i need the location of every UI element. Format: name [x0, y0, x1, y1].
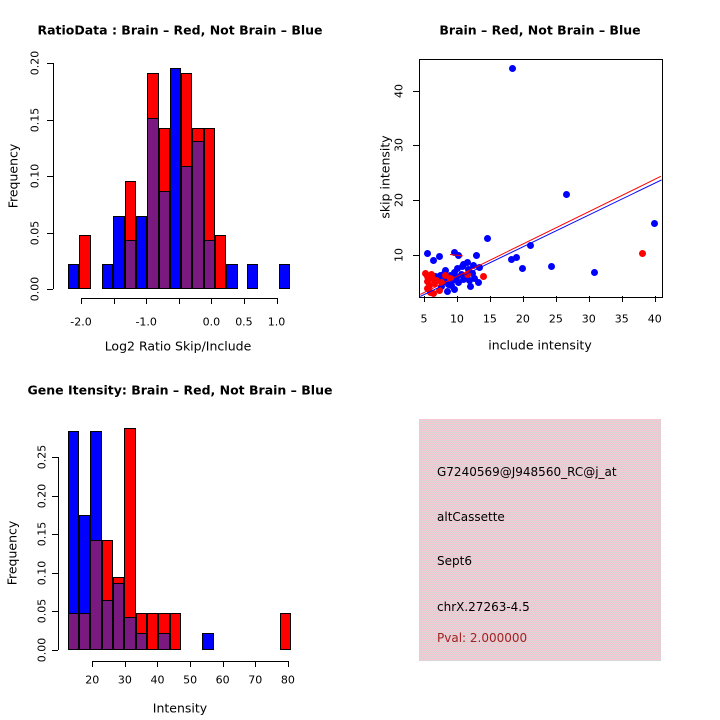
y-axis-tick-label: 0.20	[35, 483, 49, 508]
y-axis-line	[58, 457, 59, 650]
x-axis-tick-label: 25	[548, 312, 563, 326]
scatter-point-not_brain_blue	[484, 235, 491, 242]
scatter-point-not_brain_blue	[508, 256, 515, 263]
x-axis-tick	[255, 661, 256, 667]
x-axis-tick	[424, 296, 425, 302]
hist-bar-overlap	[79, 613, 90, 650]
scatter-x-axis-label: include intensity	[488, 337, 592, 353]
locus-text: chrX.27263-4.5	[437, 600, 530, 614]
y-axis-tick	[413, 91, 419, 92]
hist-bar-overlap	[124, 617, 135, 650]
hist-bar	[215, 235, 226, 289]
x-axis-tick-label: -1.0	[135, 315, 157, 329]
hist-bar	[279, 264, 290, 289]
y-axis-line	[53, 63, 54, 289]
y-axis-tick-label: 0.05	[28, 220, 42, 246]
y-axis-tick	[413, 145, 419, 146]
y-axis-tick	[47, 233, 53, 234]
x-axis-tick-label: 60	[215, 673, 230, 687]
hist-bar	[280, 613, 291, 650]
hist-bar-overlap	[102, 600, 113, 650]
hist-bar	[102, 264, 113, 289]
hist-bar	[170, 613, 181, 650]
splice-type-text: altCassette	[437, 510, 505, 524]
y-axis-tick-label: 20	[392, 193, 406, 208]
hist-bar-overlap	[204, 240, 216, 290]
gene-hist-x-axis-label: Intensity	[152, 700, 208, 716]
y-axis-tick-label: 0.10	[28, 164, 42, 189]
x-axis-tick	[523, 296, 524, 302]
x-axis-tick-label: 15	[482, 312, 497, 326]
hist-bar-overlap	[192, 141, 203, 289]
x-axis-tick-label: 70	[248, 673, 263, 687]
y-axis-tick-label: 40	[392, 83, 406, 98]
x-axis-tick	[157, 661, 158, 667]
gene-hist-title: Gene Itensity: Brain – Red, Not Brain – Blue	[27, 382, 333, 398]
scatter-point-not_brain_blue	[436, 253, 443, 260]
gene-name-text: Sept6	[437, 554, 472, 568]
hist-bar	[113, 216, 125, 289]
y-axis-tick	[47, 176, 53, 177]
ratio-hist-y-axis-label: Frequency	[5, 143, 21, 209]
x-axis-tick-label: 10	[449, 312, 464, 326]
scatter-title: Brain – Red, Not Brain – Blue	[439, 22, 641, 38]
x-axis-tick	[655, 296, 656, 302]
x-axis-tick	[457, 296, 458, 302]
x-axis-tick	[589, 296, 590, 302]
x-axis-tick	[223, 661, 224, 667]
x-axis-tick	[179, 298, 180, 304]
x-axis-tick-label: 30	[581, 312, 596, 326]
x-axis-tick-label: 40	[647, 312, 662, 326]
x-axis-tick	[622, 296, 623, 302]
y-axis-tick	[52, 650, 58, 651]
x-axis-tick-label: 80	[280, 673, 295, 687]
y-axis-tick	[52, 457, 58, 458]
y-axis-tick	[413, 200, 419, 201]
hist-bar	[247, 264, 258, 289]
x-axis-tick-label: 0.5	[235, 315, 253, 329]
y-axis-tick-label: 0.15	[28, 107, 42, 133]
ratio-hist-x-axis-label: Log2 Ratio Skip/Include	[104, 338, 252, 354]
y-axis-tick-label: 0.00	[28, 277, 42, 302]
x-axis-tick-label: -2.0	[70, 315, 92, 329]
x-axis-tick	[211, 298, 212, 304]
y-axis-tick-label: 0.10	[35, 560, 49, 585]
hist-bar-overlap	[181, 166, 192, 289]
x-axis-tick	[190, 661, 191, 667]
y-axis-tick	[47, 120, 53, 121]
x-axis-tick	[81, 298, 82, 304]
x-axis-tick-label: 20	[515, 312, 530, 326]
ratio-hist-title: RatioData : Brain – Red, Not Brain – Blue	[37, 22, 323, 38]
y-axis-tick	[413, 255, 419, 256]
hist-bar-overlap	[90, 540, 101, 650]
x-axis-tick-label: 20	[85, 673, 100, 687]
y-axis-tick	[52, 496, 58, 497]
pval-text: Pval: 2.000000	[437, 631, 528, 645]
y-axis-tick	[47, 289, 53, 290]
scatter-point-brain_red	[480, 273, 487, 280]
hist-bar-overlap	[158, 633, 169, 650]
gene-hist-y-axis-label: Frequency	[4, 520, 20, 586]
hist-bar-overlap	[159, 191, 170, 289]
scatter-point-not_brain_blue	[651, 220, 658, 227]
x-axis-tick	[125, 661, 126, 667]
hist-bar	[170, 68, 182, 290]
x-axis-tick-label: 1.0	[267, 315, 286, 329]
y-axis-tick	[52, 611, 58, 612]
hist-bar-overlap	[136, 633, 147, 650]
y-axis-tick	[47, 63, 53, 64]
x-axis-tick-label: 40	[150, 673, 165, 687]
scatter-y-axis-label: skip intensity	[377, 135, 393, 219]
scatter-point-not_brain_blue	[591, 269, 598, 276]
hist-bar	[147, 613, 158, 650]
y-axis-tick-label: 0.25	[35, 444, 49, 470]
probe-id-text: G7240569@J948560_RC@j_at	[437, 465, 617, 479]
x-axis-tick	[114, 298, 115, 304]
x-axis-tick-label: 30	[117, 673, 132, 687]
scatter-point-not_brain_blue	[473, 252, 480, 259]
x-axis-tick	[288, 661, 289, 667]
y-axis-tick-label: 0.05	[35, 599, 49, 624]
x-axis-tick-label: 50	[183, 673, 198, 687]
x-axis-tick	[92, 661, 93, 667]
x-axis-tick	[490, 296, 491, 302]
x-axis-tick	[556, 296, 557, 302]
y-axis-tick	[52, 534, 58, 535]
hist-bar	[136, 216, 147, 289]
hist-bar	[226, 264, 238, 289]
y-axis-tick-label: 30	[392, 138, 406, 153]
hist-bar	[68, 264, 79, 289]
hist-bar	[202, 633, 213, 650]
x-axis-tick-label: 35	[614, 312, 629, 326]
x-axis-tick-label: 0.0	[202, 315, 221, 329]
x-axis-tick	[146, 298, 147, 304]
hist-bar-overlap	[147, 118, 159, 290]
scatter-point-not_brain_blue	[519, 265, 526, 272]
hist-bar-overlap	[68, 613, 79, 650]
hist-bar-overlap	[125, 240, 136, 290]
plot-box	[419, 59, 663, 297]
y-axis-tick-label: 10	[392, 248, 406, 262]
y-axis-tick-label: 0.15	[35, 521, 49, 547]
y-axis-tick	[52, 573, 58, 574]
hist-bar-overlap	[113, 583, 124, 650]
info-panel	[419, 419, 661, 661]
x-axis-tick	[244, 298, 245, 304]
hist-bar	[79, 235, 91, 289]
y-axis-tick-label: 0.00	[35, 637, 49, 663]
x-axis-tick	[277, 298, 278, 304]
y-axis-tick-label: 0.20	[28, 51, 42, 76]
x-axis-tick-label: 5	[420, 312, 428, 326]
